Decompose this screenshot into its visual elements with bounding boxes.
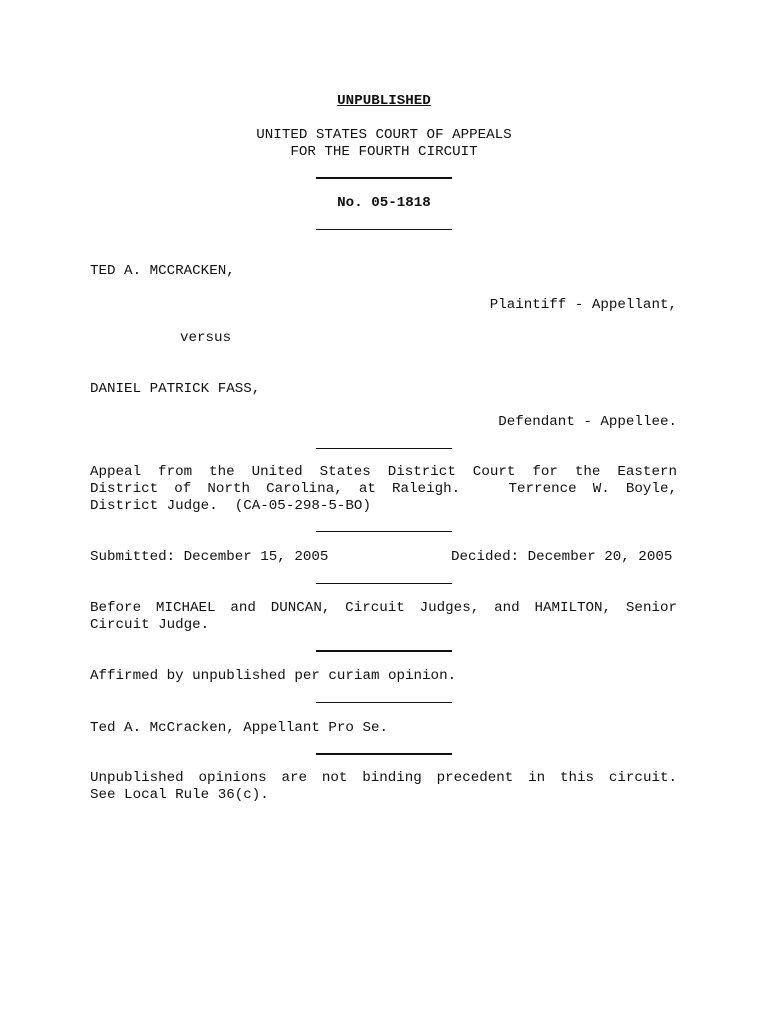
appeal-paragraph [90,464,677,515]
versus-label: versus [180,330,232,346]
disposition: Affirmed by unpublished per curiam opinion. [90,668,457,684]
appeal-line1: Appeal from the United States District Court for the Eastern [90,464,677,480]
divider-rule [316,650,452,652]
court-name-line2: FOR THE FOURTH CIRCUIT [290,144,478,160]
defendant-role: Defendant - Appellee. [498,414,677,430]
appeal-line3: District Judge. (CA-05-298-5-BO) [90,498,371,514]
divider-rule [316,229,452,230]
divider-rule [316,753,452,755]
plaintiff-role: Plaintiff - Appellant, [489,297,677,313]
panel-line2: Circuit Judge. [90,617,210,633]
divider-rule [316,702,452,703]
appeal-line2: District of North Carolina, at Raleigh. Terrence W. Boyle, [90,481,677,497]
divider-rule [316,448,452,449]
plaintiff-name: TED A. MCCRACKEN, [90,263,235,279]
panel-line1: Before MICHAEL and DUNCAN, Circuit Judges, and HAMILTON, Senior [90,600,677,616]
divider-rule [316,177,452,179]
notice-line2: See Local Rule 36(c). [90,787,269,803]
court-name-line1: UNITED STATES COURT OF APPEALS [256,127,512,143]
notice-paragraph [90,770,677,804]
panel-paragraph [90,600,677,634]
counsel-line: Ted A. McCracken, Appellant Pro Se. [90,720,388,736]
decided-date: Decided: December 20, 2005 [451,549,673,565]
unpublished-heading: UNPUBLISHED [337,93,431,109]
case-number: No. 05-1818 [337,195,431,211]
submitted-date: Submitted: December 15, 2005 [90,549,329,565]
divider-rule [316,531,452,532]
divider-rule [316,583,452,584]
notice-line1: Unpublished opinions are not binding precedent in this circuit. [90,770,677,786]
defendant-name: DANIEL PATRICK FASS, [90,381,261,397]
